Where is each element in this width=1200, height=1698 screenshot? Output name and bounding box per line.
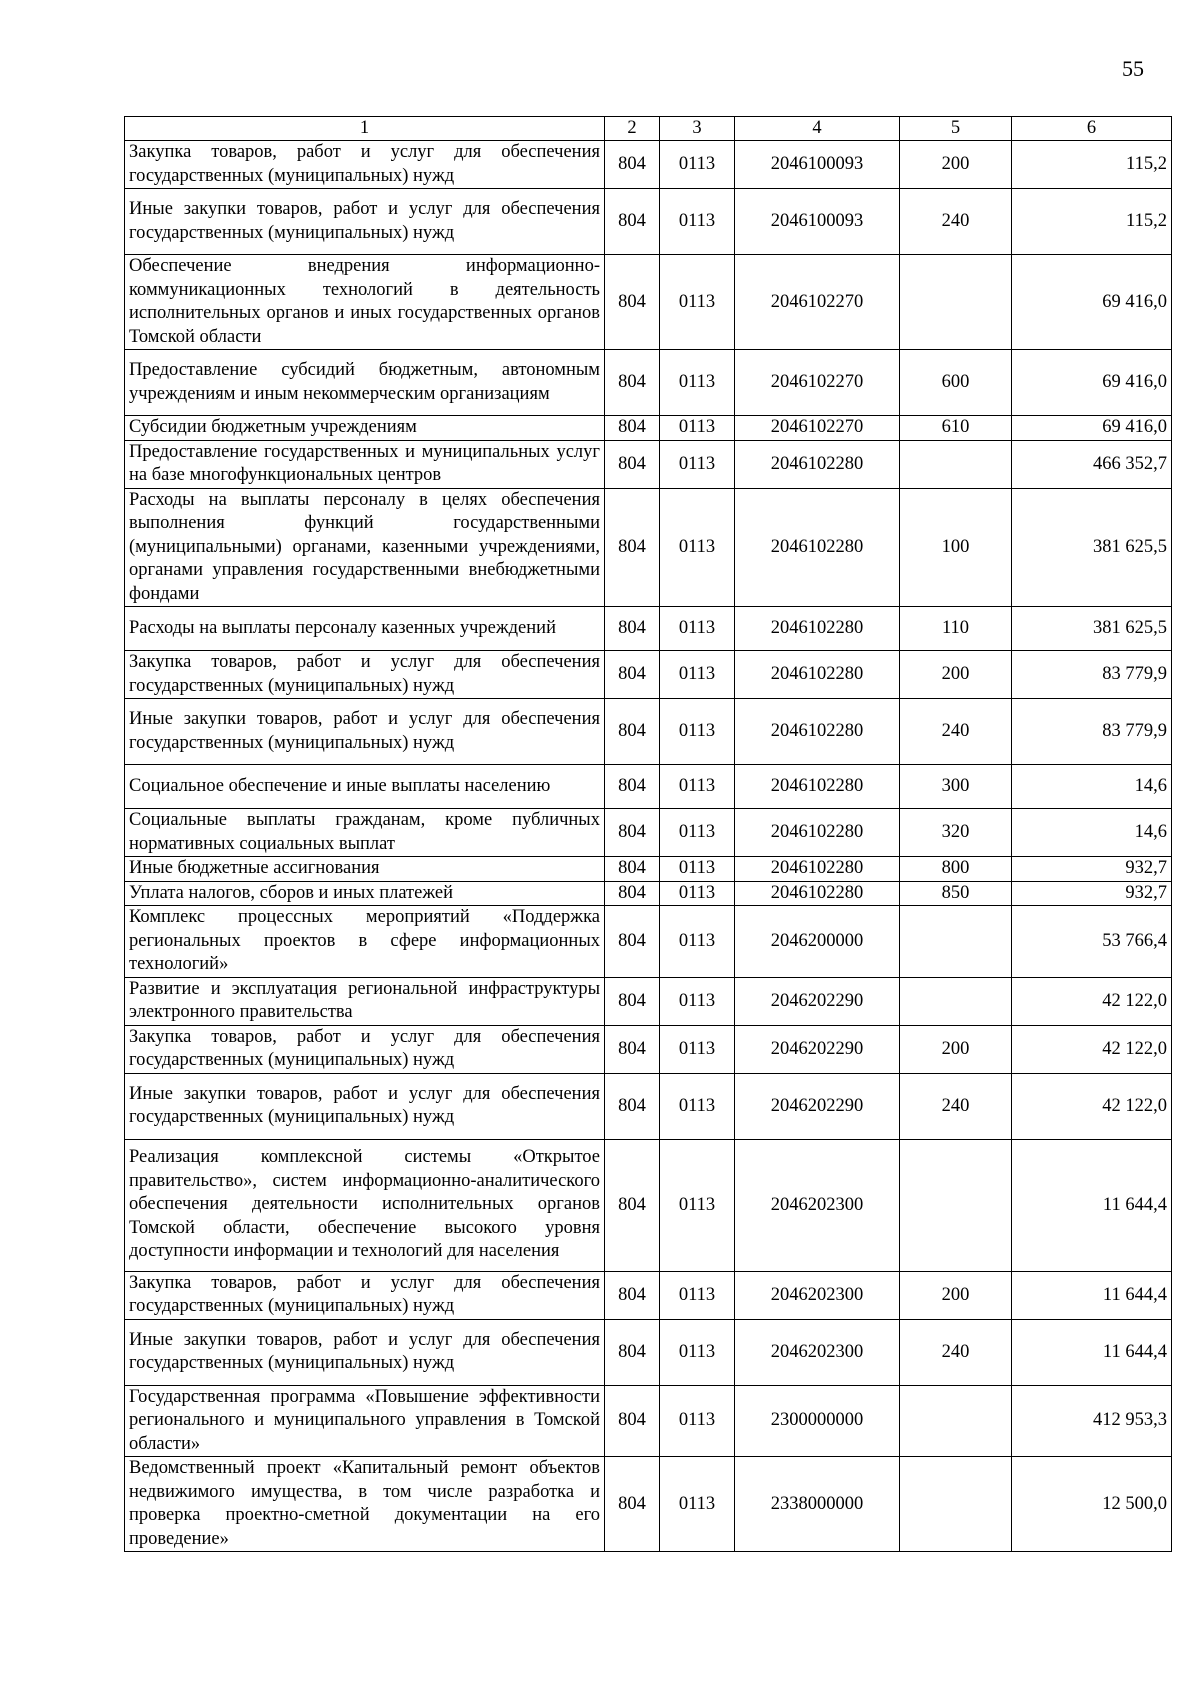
row-name: Уплата налогов, сборов и иных платежей (125, 881, 605, 906)
row-section-code: 0113 (660, 416, 735, 441)
row-target-code: 2338000000 (735, 1457, 900, 1552)
row-expense-type: 850 (900, 881, 1012, 906)
row-name: Социальное обеспечение и иные выплаты населению (125, 765, 605, 809)
row-amount: 42 122,0 (1012, 1073, 1172, 1139)
row-target-code: 2046100093 (735, 141, 900, 189)
row-ministry-code: 804 (605, 1139, 660, 1271)
row-expense-type: 200 (900, 1271, 1012, 1319)
row-amount: 466 352,7 (1012, 440, 1172, 488)
table-header (125, 117, 1172, 141)
row-amount: 69 416,0 (1012, 416, 1172, 441)
row-amount: 83 779,9 (1012, 651, 1172, 699)
row-name: Иные закупки товаров, работ и услуг для обеспечения государственных (муниципальных) нужд (125, 1319, 605, 1385)
table-row (125, 1457, 1172, 1552)
row-section-code: 0113 (660, 1139, 735, 1271)
row-section-code: 0113 (660, 809, 735, 857)
row-ministry-code: 804 (605, 488, 660, 607)
row-ministry-code: 804 (605, 1025, 660, 1073)
row-target-code: 2046202300 (735, 1319, 900, 1385)
row-name: Социальные выплаты гражданам, кроме публичных нормативных социальных выплат (125, 809, 605, 857)
row-ministry-code: 804 (605, 977, 660, 1025)
row-expense-type (900, 440, 1012, 488)
row-target-code: 2046202290 (735, 1025, 900, 1073)
table-row (125, 255, 1172, 350)
row-section-code: 0113 (660, 1025, 735, 1073)
row-expense-type: 100 (900, 488, 1012, 607)
row-expense-type: 610 (900, 416, 1012, 441)
row-expense-type (900, 255, 1012, 350)
table-row (125, 881, 1172, 906)
row-section-code: 0113 (660, 440, 735, 488)
table-row (125, 1025, 1172, 1073)
row-name: Закупка товаров, работ и услуг для обеспечения государственных (муниципальных) нужд (125, 651, 605, 699)
row-amount: 381 625,5 (1012, 488, 1172, 607)
row-target-code: 2046102270 (735, 350, 900, 416)
table-row (125, 857, 1172, 882)
row-expense-type: 600 (900, 350, 1012, 416)
row-name: Расходы на выплаты персоналу казенных учреждений (125, 607, 605, 651)
column-header-section: 3 (660, 117, 735, 141)
row-target-code: 2046102280 (735, 809, 900, 857)
row-section-code: 0113 (660, 1271, 735, 1319)
row-name: Иные бюджетные ассигнования (125, 857, 605, 882)
table-row (125, 765, 1172, 809)
row-section-code: 0113 (660, 857, 735, 882)
row-expense-type (900, 1385, 1012, 1457)
table-row (125, 416, 1172, 441)
column-header-code: 2 (605, 117, 660, 141)
row-amount: 83 779,9 (1012, 699, 1172, 765)
row-section-code: 0113 (660, 1457, 735, 1552)
row-ministry-code: 804 (605, 809, 660, 857)
row-amount: 932,7 (1012, 881, 1172, 906)
table-row (125, 1319, 1172, 1385)
row-name: Ведомственный проект «Капитальный ремонт объектов недвижимого имущества, в том числе разработка и проверка проектно-сметной документации на его проведение» (125, 1457, 605, 1552)
row-name: Предоставление субсидий бюджетным, автономным учреждениям и иным некоммерческим организациям (125, 350, 605, 416)
table-row (125, 440, 1172, 488)
row-target-code: 2046102280 (735, 607, 900, 651)
row-target-code: 2046202300 (735, 1271, 900, 1319)
row-ministry-code: 804 (605, 350, 660, 416)
row-name: Иные закупки товаров, работ и услуг для обеспечения государственных (муниципальных) нужд (125, 189, 605, 255)
row-target-code: 2046202290 (735, 977, 900, 1025)
header-row (125, 117, 1172, 141)
row-expense-type (900, 977, 1012, 1025)
row-ministry-code: 804 (605, 607, 660, 651)
row-name: Обеспечение внедрения информационно-коммуникационных технологий в деятельность исполнительных органов и иных государственных органов Томской области (125, 255, 605, 350)
table-row (125, 1073, 1172, 1139)
row-ministry-code: 804 (605, 416, 660, 441)
row-ministry-code: 804 (605, 1073, 660, 1139)
row-section-code: 0113 (660, 906, 735, 978)
table-row (125, 977, 1172, 1025)
row-ministry-code: 804 (605, 255, 660, 350)
row-target-code: 2046102280 (735, 765, 900, 809)
table-row (125, 189, 1172, 255)
row-amount: 69 416,0 (1012, 350, 1172, 416)
row-expense-type: 240 (900, 189, 1012, 255)
row-section-code: 0113 (660, 189, 735, 255)
row-section-code: 0113 (660, 488, 735, 607)
row-name: Иные закупки товаров, работ и услуг для обеспечения государственных (муниципальных) нужд (125, 699, 605, 765)
row-amount: 932,7 (1012, 857, 1172, 882)
table-row (125, 1385, 1172, 1457)
row-amount: 42 122,0 (1012, 977, 1172, 1025)
column-header-type: 5 (900, 117, 1012, 141)
row-ministry-code: 804 (605, 906, 660, 978)
row-amount: 14,6 (1012, 765, 1172, 809)
row-amount: 12 500,0 (1012, 1457, 1172, 1552)
row-section-code: 0113 (660, 350, 735, 416)
row-expense-type (900, 906, 1012, 978)
row-expense-type: 240 (900, 1319, 1012, 1385)
row-ministry-code: 804 (605, 1319, 660, 1385)
row-name: Развитие и эксплуатация региональной инфраструктуры электронного правительства (125, 977, 605, 1025)
table-row (125, 350, 1172, 416)
row-name: Закупка товаров, работ и услуг для обеспечения государственных (муниципальных) нужд (125, 141, 605, 189)
row-amount: 42 122,0 (1012, 1025, 1172, 1073)
row-amount: 69 416,0 (1012, 255, 1172, 350)
row-target-code: 2046102280 (735, 440, 900, 488)
row-section-code: 0113 (660, 651, 735, 699)
row-name: Государственная программа «Повышение эффективности регионального и муниципального управления в Томской области» (125, 1385, 605, 1457)
row-ministry-code: 804 (605, 765, 660, 809)
table-row (125, 809, 1172, 857)
row-section-code: 0113 (660, 607, 735, 651)
row-target-code: 2046102280 (735, 699, 900, 765)
row-expense-type: 200 (900, 651, 1012, 699)
row-name: Закупка товаров, работ и услуг для обеспечения государственных (муниципальных) нужд (125, 1025, 605, 1073)
row-section-code: 0113 (660, 1385, 735, 1457)
row-ministry-code: 804 (605, 189, 660, 255)
row-ministry-code: 804 (605, 651, 660, 699)
row-expense-type: 200 (900, 141, 1012, 189)
row-name: Закупка товаров, работ и услуг для обеспечения государственных (муниципальных) нужд (125, 1271, 605, 1319)
row-target-code: 2046102280 (735, 857, 900, 882)
row-target-code: 2046200000 (735, 906, 900, 978)
column-header-amount: 6 (1012, 117, 1172, 141)
row-section-code: 0113 (660, 765, 735, 809)
row-name: Предоставление государственных и муниципальных услуг на базе многофункциональных центров (125, 440, 605, 488)
row-target-code: 2046202300 (735, 1139, 900, 1271)
row-expense-type: 200 (900, 1025, 1012, 1073)
row-name: Расходы на выплаты персоналу в целях обеспечения выполнения функций государственными (муниципальными) органами, казенными учреждениями, органами управления государственными внебюджетными фондами (125, 488, 605, 607)
row-amount: 11 644,4 (1012, 1139, 1172, 1271)
row-expense-type: 110 (900, 607, 1012, 651)
row-ministry-code: 804 (605, 1271, 660, 1319)
row-target-code: 2046202290 (735, 1073, 900, 1139)
row-target-code: 2046102280 (735, 881, 900, 906)
table-row (125, 488, 1172, 607)
row-ministry-code: 804 (605, 440, 660, 488)
budget-table (124, 116, 1172, 1552)
row-name: Реализация комплексной системы «Открытое правительство», систем информационно-аналитического обеспечения деятельности исполнительных органов Томской области, обеспечение высокого уровня доступности информации и технологий для населения (125, 1139, 605, 1271)
row-section-code: 0113 (660, 699, 735, 765)
table-body (125, 141, 1172, 1552)
row-expense-type: 240 (900, 699, 1012, 765)
row-ministry-code: 804 (605, 1385, 660, 1457)
row-expense-type: 320 (900, 809, 1012, 857)
table-row (125, 906, 1172, 978)
row-target-code: 2046100093 (735, 189, 900, 255)
table-row (125, 1139, 1172, 1271)
column-header-name: 1 (125, 117, 605, 141)
row-amount: 11 644,4 (1012, 1319, 1172, 1385)
row-ministry-code: 804 (605, 881, 660, 906)
row-section-code: 0113 (660, 1073, 735, 1139)
row-amount: 115,2 (1012, 141, 1172, 189)
table-row (125, 141, 1172, 189)
row-target-code: 2046102280 (735, 651, 900, 699)
row-name: Иные закупки товаров, работ и услуг для обеспечения государственных (муниципальных) нужд (125, 1073, 605, 1139)
row-expense-type (900, 1139, 1012, 1271)
row-expense-type: 800 (900, 857, 1012, 882)
row-target-code: 2046102270 (735, 255, 900, 350)
page-number: 55 (1122, 56, 1144, 81)
row-ministry-code: 804 (605, 857, 660, 882)
row-section-code: 0113 (660, 255, 735, 350)
row-section-code: 0113 (660, 881, 735, 906)
row-target-code: 2300000000 (735, 1385, 900, 1457)
row-expense-type (900, 1457, 1012, 1552)
row-name: Субсидии бюджетным учреждениям (125, 416, 605, 441)
row-ministry-code: 804 (605, 699, 660, 765)
row-ministry-code: 804 (605, 1457, 660, 1552)
row-target-code: 2046102270 (735, 416, 900, 441)
row-target-code: 2046102280 (735, 488, 900, 607)
column-header-target: 4 (735, 117, 900, 141)
row-amount: 53 766,4 (1012, 906, 1172, 978)
table-row (125, 699, 1172, 765)
row-name: Комплекс процессных мероприятий «Поддержка региональных проектов в сфере информационных технологий» (125, 906, 605, 978)
table-row (125, 1271, 1172, 1319)
row-section-code: 0113 (660, 1319, 735, 1385)
row-expense-type: 240 (900, 1073, 1012, 1139)
row-amount: 412 953,3 (1012, 1385, 1172, 1457)
row-amount: 115,2 (1012, 189, 1172, 255)
row-section-code: 0113 (660, 977, 735, 1025)
row-ministry-code: 804 (605, 141, 660, 189)
table-row (125, 607, 1172, 651)
row-expense-type: 300 (900, 765, 1012, 809)
row-section-code: 0113 (660, 141, 735, 189)
table-row (125, 651, 1172, 699)
row-amount: 381 625,5 (1012, 607, 1172, 651)
row-amount: 14,6 (1012, 809, 1172, 857)
row-amount: 11 644,4 (1012, 1271, 1172, 1319)
